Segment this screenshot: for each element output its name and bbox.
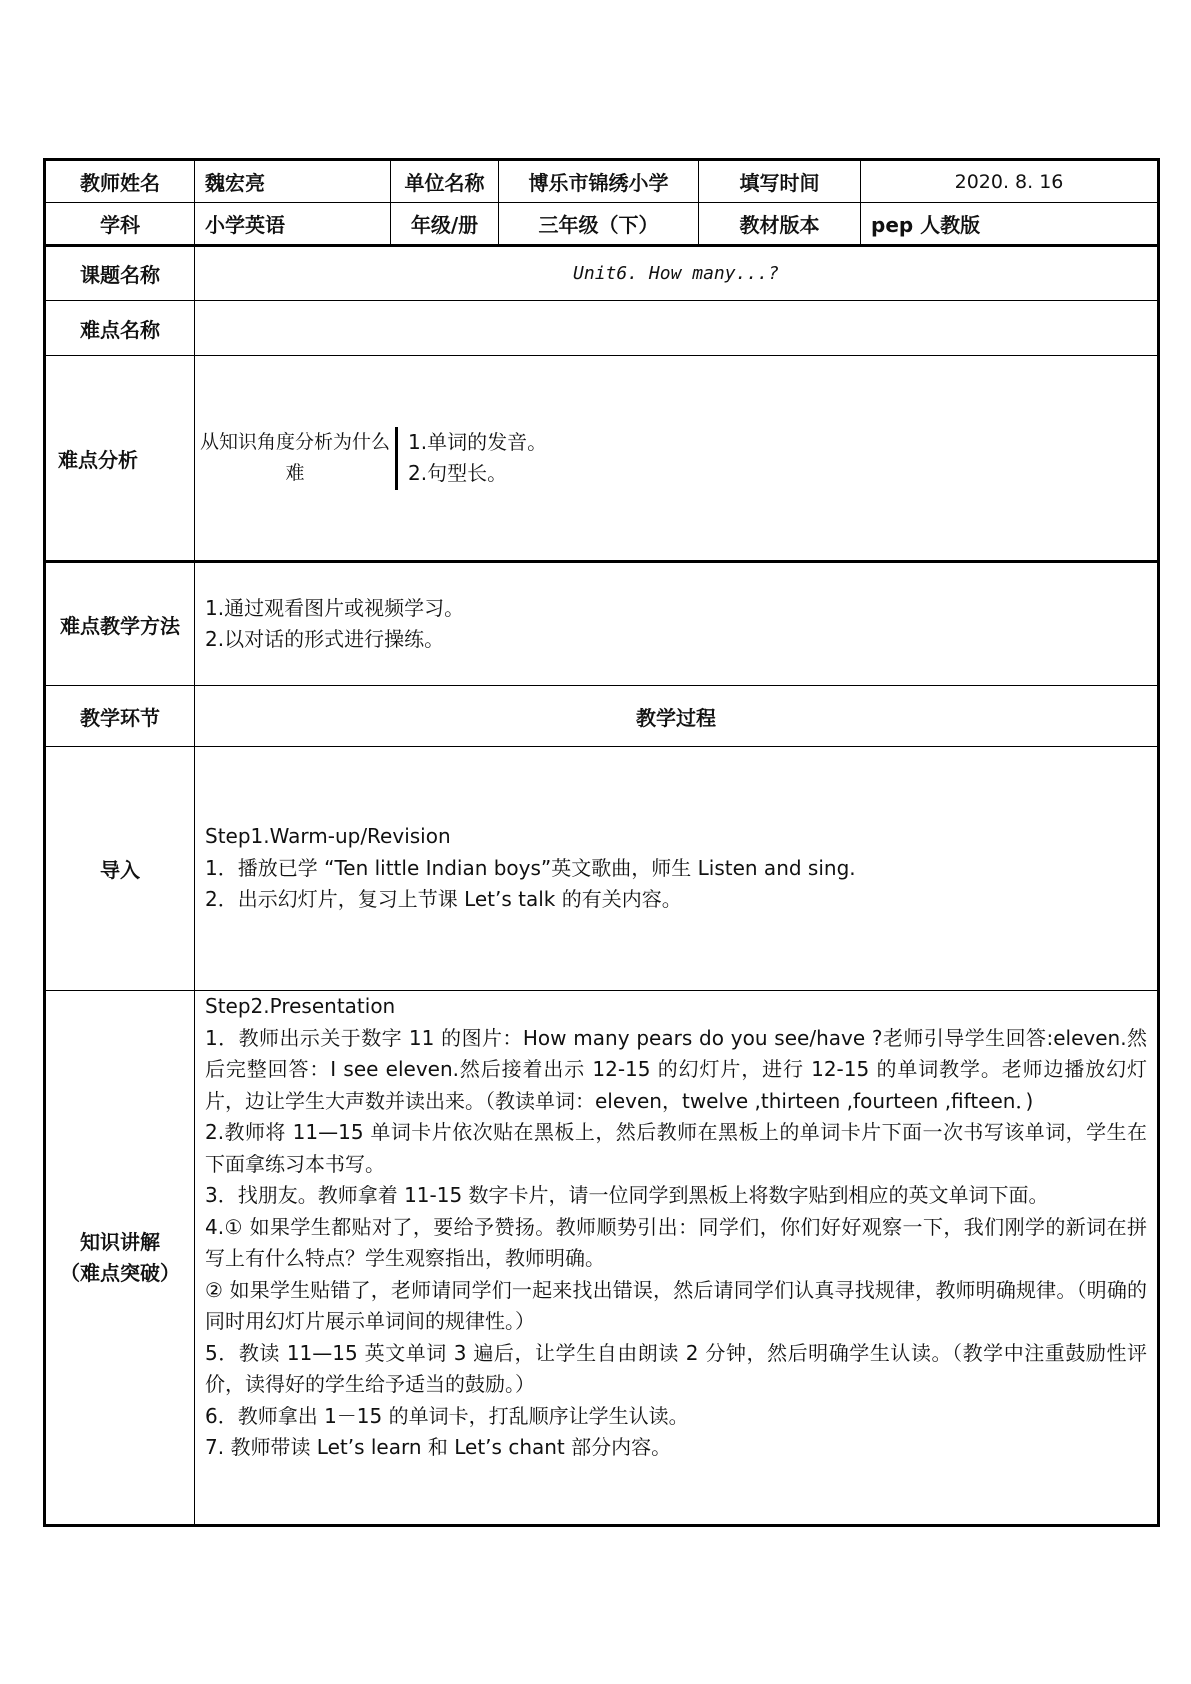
- knowledge-line: 5．教读 11—15 英文单词 3 遍后，让学生自由朗读 2 分钟，然后明确学生认读。（教学中注重鼓励性评价，读得好的学生给予适当的鼓励。）: [205, 1340, 1147, 1396]
- grade-value: 三年级（下）: [499, 203, 699, 246]
- knowledge-line: 1．教师出示关于数字 11 的图片：How many pears do you see/have ?老师引导学生回答:eleven.然后完整回答：I see eleven.然后接着出示 12-15 的幻灯片，进行 12-15 的单词教学。老师边播放幻灯片，边让学生大声数并读出来。（教读单词：eleven，twelve ,thirteen ,fourteen ,fifteen．): [205, 1025, 1147, 1113]
- knowledge-label-line1: 知识讲解: [80, 1229, 160, 1254]
- intro-line: 2．出示幻灯片，复习上节课 Let’s talk 的有关内容。: [205, 887, 682, 912]
- subject-label: 学科: [45, 203, 195, 246]
- knowledge-line: 7. 教师带读 Let’s learn 和 Let’s chant 部分内容。: [205, 1435, 672, 1459]
- analysis-sub-label: 从知识角度分析为什么难: [199, 431, 390, 484]
- difficulty-analysis-cell: [195, 356, 1159, 562]
- method-label: 难点教学方法: [45, 562, 195, 686]
- textbook-value: pep 人教版: [861, 203, 1159, 246]
- difficulty-analysis-label: 难点分析: [45, 356, 195, 562]
- knowledge-line: Step2.Presentation: [205, 994, 396, 1018]
- teacher-value: 魏宏亮: [195, 160, 391, 203]
- method-points: [195, 562, 1159, 686]
- intro-line: Step1.Warm-up/Revision: [205, 824, 451, 849]
- time-label: 填写时间: [699, 160, 861, 203]
- knowledge-line: 3．找朋友。教师拿着 11-15 数字卡片，请一位同学到黑板上将数字贴到相应的英文单词下面。: [205, 1183, 1049, 1207]
- unit-label: 单位名称: [391, 160, 499, 203]
- process-label: 教学过程: [195, 686, 1159, 747]
- subject-value: 小学英语: [195, 203, 391, 246]
- analysis-points: [397, 427, 1158, 490]
- intro-content: [195, 747, 1159, 991]
- method-row: [45, 562, 1159, 686]
- textbook-label: 教材版本: [699, 203, 861, 246]
- analysis-point: 2.句型长。: [408, 461, 508, 485]
- knowledge-line: 6．教师拿出 1－15 的单词卡，打乱顺序让学生认读。: [205, 1403, 689, 1428]
- topic-label: 课题名称: [45, 246, 195, 301]
- knowledge-label-line2: （难点突破）: [60, 1260, 180, 1285]
- difficulty-name-value: [195, 301, 1159, 356]
- knowledge-label: [45, 991, 195, 1526]
- time-value: 2020. 8. 16: [861, 160, 1159, 203]
- knowledge-content: [195, 991, 1159, 1526]
- intro-row: [45, 747, 1159, 991]
- knowledge-line: 4.① 如果学生都贴对了，要给予赞扬。教师顺势引出：同学们，你们好好观察一下，我们刚学的新词在拼写上有什么特点？学生观察指出，教师明确。: [205, 1214, 1147, 1270]
- difficulty-name-row: [45, 301, 1159, 356]
- knowledge-line: 2.教师将 11—15 单词卡片依次贴在黑板上，然后教师在黑板上的单词卡片下面一次书写该单词，学生在下面拿练习本书写。: [205, 1120, 1147, 1176]
- stage-label: 教学环节: [45, 686, 195, 747]
- unit-value: 博乐市锦绣小学: [499, 160, 699, 203]
- knowledge-line: ② 如果学生贴错了，老师请同学们一起来找出错误，然后请同学们认真寻找规律，教师明确规律。（明确的同时用幻灯片展示单词间的规律性。）: [205, 1277, 1147, 1333]
- difficulty-name-label: 难点名称: [45, 301, 195, 356]
- topic-value: Unit6. How many...?: [195, 246, 1159, 301]
- teacher-label: 教师姓名: [45, 160, 195, 203]
- intro-label: 导入: [45, 747, 195, 991]
- method-point: 1.通过观看图片或视频学习。: [205, 595, 465, 620]
- lesson-plan-table: [43, 158, 1160, 1527]
- analysis-inner-table: [195, 427, 1157, 490]
- knowledge-row: [45, 991, 1159, 1526]
- process-header-row: [45, 686, 1159, 747]
- method-point: 2.以对话的形式进行操练。: [205, 627, 445, 651]
- intro-line: 1．播放已学 “Ten little Indian boys”英文歌曲，师生 Listen and sing.: [205, 855, 856, 880]
- header-row-2: [45, 203, 1159, 246]
- header-row-1: [45, 160, 1159, 203]
- grade-label: 年级/册: [391, 203, 499, 246]
- difficulty-analysis-row: [45, 356, 1159, 562]
- analysis-point: 1.单词的发音。: [408, 429, 548, 454]
- topic-row: [45, 246, 1159, 301]
